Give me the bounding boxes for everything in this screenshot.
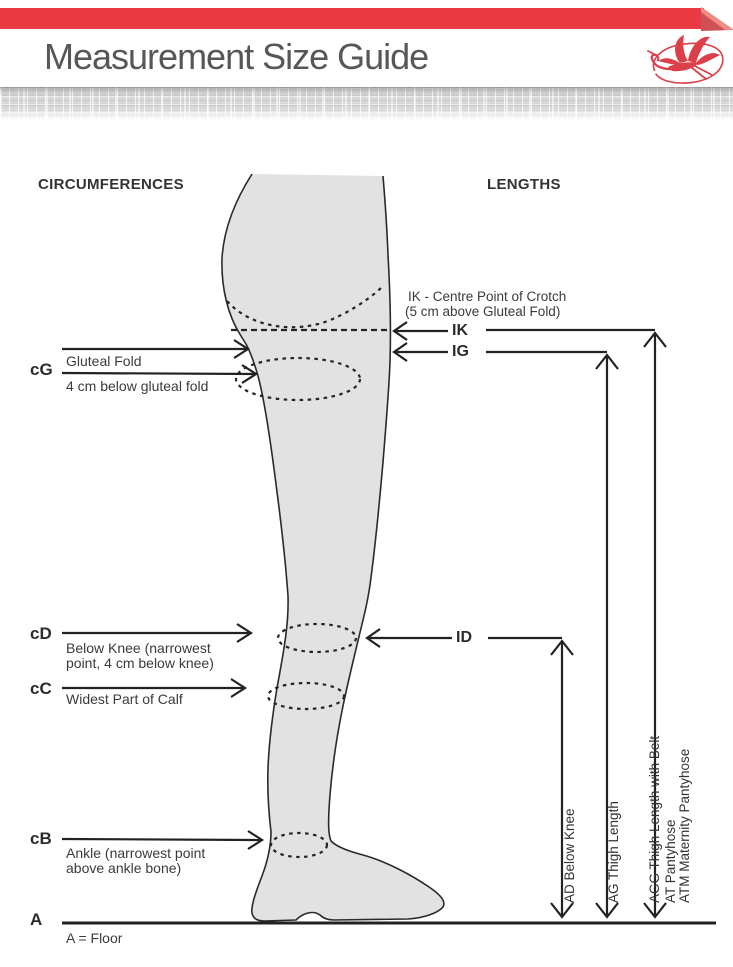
cd-description-line2: point, 4 cm below knee) [66, 655, 214, 671]
lengths-heading: LENGTHS [487, 176, 561, 193]
id-level-label: ID [456, 629, 472, 646]
cc-code: cC [30, 679, 52, 698]
leg-silhouette [222, 174, 444, 921]
atm-length-label: ATM Maternity Pantyhose [677, 748, 692, 903]
floor-label: A = Floor [66, 930, 123, 946]
circumferences-heading: CIRCUMFERENCES [38, 176, 184, 193]
cd-code: cD [30, 624, 52, 643]
page-title: Measurement Size Guide [44, 36, 429, 77]
agg-length-label: AGG Thigh Length with Belt [647, 735, 662, 903]
at-length-label: AT Pantyhose [663, 819, 678, 903]
crotch-note-line1: IK - Centre Point of Crotch [408, 289, 567, 304]
ig-level-label: IG [452, 343, 469, 360]
ig-level-arrow [394, 343, 607, 361]
cd-description-line1: Below Knee (narrowest [66, 640, 211, 656]
ik-level-label: IK [452, 322, 468, 339]
ad-length-label: AD Below Knee [562, 808, 577, 903]
ik-level-arrow [394, 322, 655, 340]
crotch-note-line2: (5 cm above Gluteal Fold) [405, 304, 561, 319]
gluteal-fold-label: Gluteal Fold [66, 353, 142, 369]
cg-code: cG [30, 360, 53, 379]
floor-code: A [30, 910, 43, 929]
cc-description: Widest Part of Calf [66, 691, 183, 707]
ag-length-label: AG Thigh Length [606, 801, 621, 903]
cg-description: 4 cm below gluteal fold [66, 378, 209, 394]
cb-description-line2: above ankle bone) [66, 860, 182, 876]
cb-description-line1: Ankle (narrowest point [66, 845, 206, 861]
cb-code: cB [30, 829, 52, 848]
